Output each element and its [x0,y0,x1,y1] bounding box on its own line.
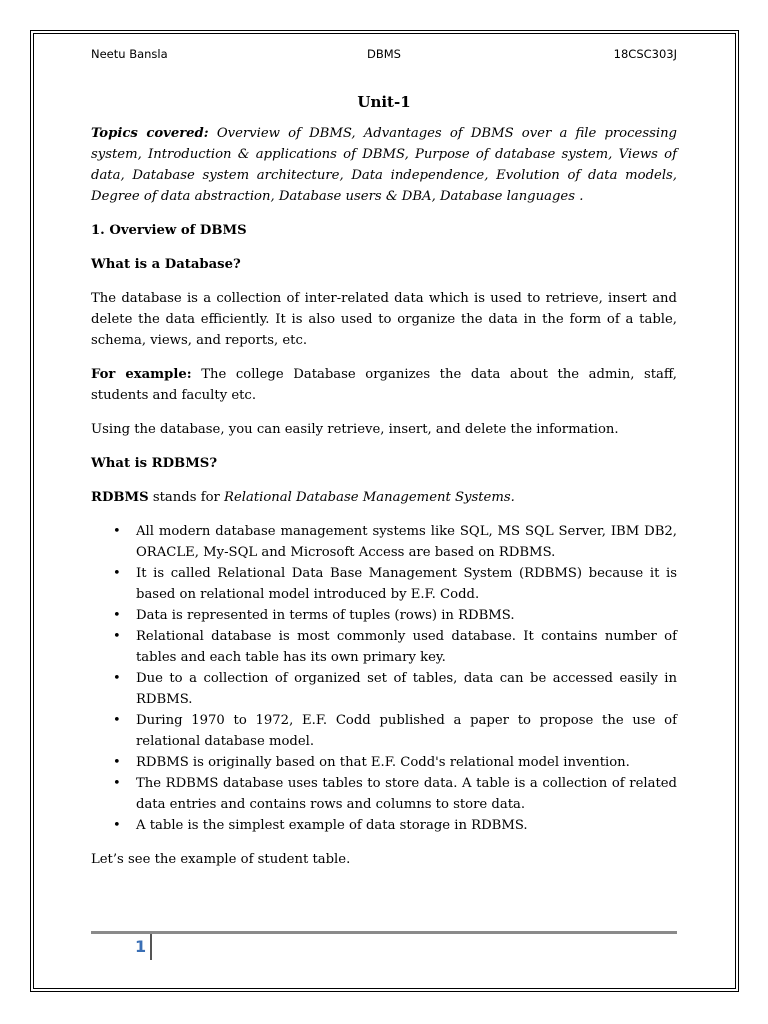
bullet-icon: • [113,713,121,728]
list-item: • A table is the simplest example of data storage in RDBMS. [91,815,677,836]
page-number: 1 [135,937,147,956]
header-course-code: 18CSC303J [613,47,677,61]
bullet-icon: • [113,629,121,644]
example-paragraph [91,364,677,406]
header-subject: DBMS [367,47,401,61]
rdbms-intro [91,487,677,508]
header-author: Neetu Bansla [91,47,168,61]
subheading-rdbms: What is RDBMS? [91,456,218,471]
example-text: The college Database organizes the data about the admin, staff, students and faculty etc. [91,367,677,403]
list-item: • The RDBMS database uses tables to store data. A table is a collection of related data entries and contains rows and columns to store data. [91,773,677,815]
usage-paragraph: Using the database, you can easily retrieve, insert, and delete the information. [91,422,619,437]
rdbms-bullet-list [91,521,677,836]
example-label: For example: [91,367,192,382]
topics-text: Overview of DBMS, Advantages of DBMS over a file processing system, Introduction & applications of DBMS, Purpose of database system, Views of data, Database system architecture, Data independence, Evolution of data models, Degree of data abstraction, Database users & DBA, Database languages . [91,126,678,204]
bullet-icon: • [113,776,121,791]
rdbms-expansion: Relational Database Management Systems. [224,490,515,505]
page-title: Unit-1 [357,93,411,111]
topics-label: Topics covered: [91,126,209,141]
closing-paragraph: Let’s see the example of student table. [91,852,351,867]
rdbms-intro-text: stands for [148,490,225,505]
list-item: • Data is represented in terms of tuples (rows) in RDBMS. [91,605,677,626]
list-item: • RDBMS is originally based on that E.F. Codd's relational model invention. [91,752,677,773]
list-item: • Relational database is most commonly used database. It contains number of tables and each table has its own primary key. [91,626,677,668]
footer-divider [91,931,677,934]
subheading-database: What is a Database? [91,257,241,272]
bullet-icon: • [113,524,121,539]
bullet-icon: • [113,608,121,623]
rdbms-acronym: RDBMS [91,490,149,505]
section-heading: 1. Overview of DBMS [91,223,247,238]
list-item: • During 1970 to 1972, E.F. Codd published a paper to propose the use of relational database model. [91,710,677,752]
bullet-icon: • [113,818,121,833]
bullet-icon: • [113,566,121,581]
list-item: • It is called Relational Data Base Management System (RDBMS) because it is based on relational model introduced by E.F. Codd. [91,563,677,605]
document-body [91,92,677,870]
list-item: • Due to a collection of organized set of tables, data can be accessed easily in RDBMS. [91,668,677,710]
bullet-icon: • [113,755,121,770]
database-definition: The database is a collection of inter-related data which is used to retrieve, insert and delete the data efficiently. It is also used to organize the data in the form of a table, schema, views, and reports, etc. [91,291,677,348]
bullet-icon: • [113,671,121,686]
topics-paragraph [91,123,677,207]
footer-vertical-rule [150,934,152,960]
list-item: • All modern database management systems like SQL, MS SQL Server, IBM DB2, ORACLE, My-SQL and Microsoft Access are based on RDBMS. [91,521,677,563]
